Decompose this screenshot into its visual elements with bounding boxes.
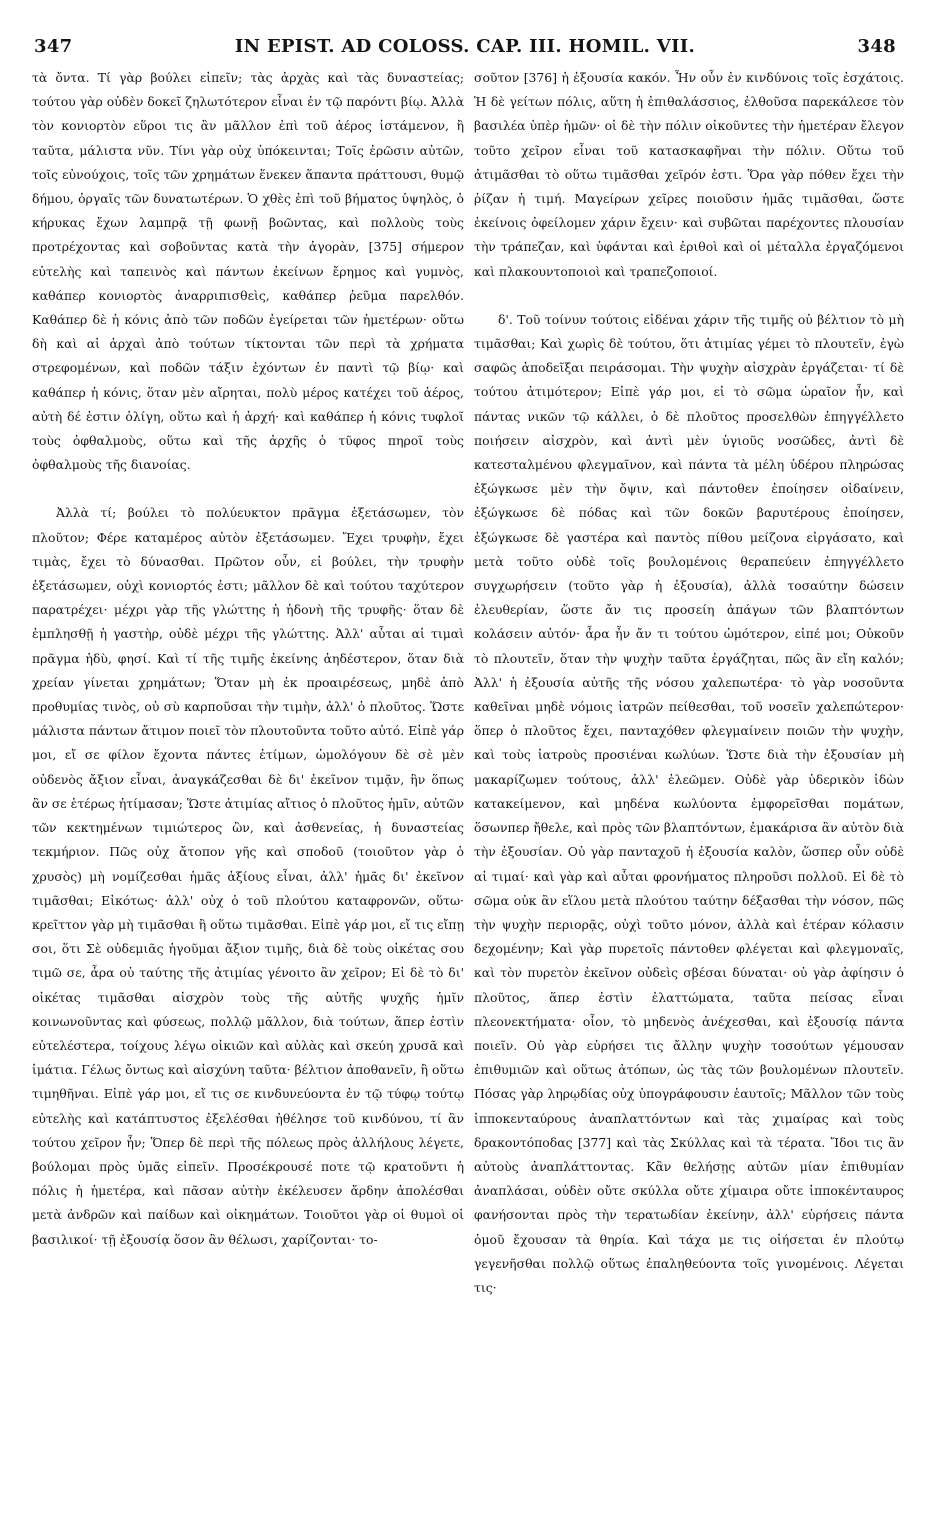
paragraph: δ'. Τοῦ τοίνυν τούτοις εἰδέναι χάριν τῆς τιμῆς οὐ βέλτιον τὸ μὴ τιμᾶσθαι; Καὶ χωρὶς δὲ τούτου, ὅτι ἀτιμίας γέμει τὸ πλουτεῖν, ἐγὼ σαφῶς ἀποδεῖξαι πειράσομαι. Τὴν ψυχὴν αἰσχρὰν ἐργάζεται· τί δὲ τούτου ἀτιμότερον; Εἰπὲ γάρ μοι, εἰ τὸ σῶμα ὡραῖον ἦν, καὶ πάντας νικῶν τῷ κάλλει, ὁ δὲ πλοῦτος προσελθὼν ἐπηγγέλλετο ποιήσειν αἰσχρὸν, καὶ ἀντὶ μὲν ὑγιοῦς νοσῶδες, ἀντὶ δὲ κατεσταλμένου φλεγμαῖνον, καὶ πάντα τὰ μέλη ὑδέρου πληρώσας ἐξώγκωσε μὲν τὴν ὄψιν, καὶ πάντοθεν ἐποίησεν οἰδαίνειν, ἐξώγκωσε δὲ πόδας καὶ τῶν δοκῶν βαρυτέρους ἐποίησεν, ἐξώγκωσε δὲ γαστέρα καὶ παντὸς πίθου μείζονα εἰργάσατο, καὶ μετὰ τοῦτο οὐδὲ τοῖς βουλομένοις θεραπεύειν ἐπηγγέλλετο συγχωρήσειν (τοῦτο γὰρ ἡ ἐξουσία), ἀλλὰ τοσαύτην δώσειν ἐλευθερίαν, ὥστε ἄν τις προσείη ἀπάγων τῶν βλαπτόντων κολάσειν αὐτόν· ἆρα ἦν ἄν τι τούτου ὠμότερον, εἰπέ μοι; Οὐκοῦν τὸ πλουτεῖν, ὅταν τὴν ψυχὴν ταῦτα ἐργάζηται, πῶς ἂν εἴη καλόν; Ἀλλ' ἡ ἐξουσία αὐτῆς τῆς νόσου χαλεπωτέρα· τὸ γὰρ νοσοῦντα καθεῖναι μηδὲ νόμοις ἰατρῶν πείθεσθαι, τοῦ νοσεῖν χαλεπώτερον· ὅπερ ὁ πλοῦτος ἔχει, πανταχόθεν φλεγμαίνειν ποιῶν τὴν ψυχὴν, καὶ τοὺς ἰατροὺς προσιέναι κωλύων. Ὥστε διὰ τὴν ἐξουσίαν μὴ μακαρίζωμεν τούτους, ἀλλ' ἐλεῶμεν. Οὐδὲ γὰρ ὑδερικὸν ἰδὼν κατακείμενον, καὶ μηδένα κωλύοντα ἐμφορεῖσθαι πομάτων, ὅσωνπερ ἤθελε, καὶ πρὸς τῶν βλαπτόντων, ἐμακάρισα ἂν αὐτὸν διὰ τὴν ἐξουσίαν. Οὐ γὰρ πανταχοῦ ἡ ἐξουσία καλὸν, ὥσπερ οὖν οὐδὲ αἱ τιμαί· καὶ γὰρ καὶ αὗται φρονήματος πληροῦσι πολλοῦ. Εἰ δὲ τὸ σῶμα οὐκ ἂν εἵλου μετὰ πλούτου ταύτην δέξασθαι τὴν νόσον, πῶς τὴν ψυχὴν περιορᾷς, οὐχὶ τοῦτο μόνον, ἀλλὰ καὶ ἑτέραν κόλασιν δεχομένην; Καὶ γὰρ πυρετοῖς πάντοθεν φλέγεται καὶ φλεγμοναῖς, καὶ τὸν πυρετὸν ἐκεῖνον οὐδεὶς σβέσαι δύναται· οὐ γὰρ ἀφίησιν ὁ πλοῦτος, ἅπερ ἐστὶν ἐλαττώματα, ταῦτα πείσας εἶναι πλεονεκτήματα· οἷον, τὸ μηδενὸς ἀνέχεσθαι, καὶ ἐξουσίᾳ πάντα ποιεῖν. Οὐ γὰρ εὑρήσει τις ἄλλην ψυχὴν τοσούτων γέμουσαν ἐπιθυμιῶν καὶ οὕτως ἀτόπων, ὡς τὰς τῶν βουλομένων πλουτεῖν. Πόσας γὰρ ληρῳδίας οὐχ ὑπογράφουσιν ἑαυτοῖς; Μᾶλλον τῶν τοὺς ἱπποκενταύρους ἀναπλαττόντων καὶ τὰς χιμαίρας καὶ τοὺς δρακοντόποδας [377] καὶ τὰς Σκύλλας καὶ τὰ τέρατα. Ἴδοι τις ἂν αὐτοὺς ἀναπλάττοντας. Κἂν θελήσῃς αὐτῶν μίαν ἐπιθυμίαν ἀναπλάσαι, οὐδὲν οὔτε σκύλλα οὔτε χίμαιρα οὔτε ἱπποκένταυρος φανήσονται πρὸς τὴν τερατωδίαν ἐκείνην, ἀλλ' εὑρήσεις πάντα ὁμοῦ ἔχουσαν τὰ θηρία. Καὶ τάχα με τις οἰήσεται ἐν πλούτῳ γεγενῆσθαι πολλῷ οὕτως ἐπαληθεύοντα τοῖς γινομένοις. Λέγεται τις· xyxy=(474,311,904,1295)
right-column xyxy=(474,66,904,1300)
running-title: IN EPIST. AD COLOSS. CAP. III. HOMIL. VII. xyxy=(234,36,696,57)
page-header xyxy=(34,36,896,60)
paragraph: σοῦτον [376] ἡ ἐξουσία κακόν. Ἦν οὖν ἐν κινδύνοις τοῖς ἐσχάτοις. Ἡ δὲ γείτων πόλις, αὕτη ἡ ἐπιθαλάσσιος, ἐλθοῦσα παρεκάλεσε τὸν βασιλέα ὑπὲρ ἡμῶν· οἱ δὲ τὴν πόλιν οἰκοῦντες τὴν ἡμετέραν ἔλεγον τοῦτο χεῖρον εἶναι τοῦ κατασκαφῆναι τὴν πόλιν. Οὕτω τοῦ ἀτιμᾶσθαι τὸ οὕτω τιμᾶσθαι χεῖρόν ἐστι. Ὅρα γὰρ πόθεν ἔχει τὴν ῥίζαν ἡ τιμή. Μαγείρων χεῖρες ποιοῦσιν ἡμᾶς τιμᾶσθαι, ὥστε ἐκείνοις ὀφείλομεν χάριν ἔχειν· καὶ συβῶται παρέχοντες πλουσίαν τὴν τράπεζαν, καὶ ὑφάνται καὶ ἐριθοὶ καὶ οἱ μέταλλα ἐργαζόμενοι καὶ πλακουντοποιοὶ καὶ τραπεζοποιοί. xyxy=(474,70,904,279)
left-column xyxy=(32,66,464,1252)
page-number-left: 347 xyxy=(34,36,73,57)
paragraph: Ἀλλὰ τί; βούλει τὸ πολύευκτον πρᾶγμα ἐξετάσωμεν, τὸν πλοῦτον; Φέρε καταμέρος αὐτὸν ἐξετάσωμεν. Ἔχει τρυφὴν, ἔχει τιμὰς, ἔχει τὸ δύνασθαι. Πρῶτον οὖν, εἰ βούλει, τὴν τρυφὴν ἐξετάσωμεν, οὐχὶ κονιορτός ἐστι; μᾶλλον δὲ καὶ τούτου ταχύτερον παρατρέχει· μέχρι γὰρ τῆς γλώττης ἡ ἡδονὴ τῆς τρυφῆς· ὅταν δὲ ἐμπλησθῇ ἡ γαστὴρ, οὐδὲ μέχρι τῆς γλώττης. Ἀλλ' αὗται αἱ τιμαὶ πρᾶγμα ἡδὺ, φησί. Καὶ τί τῆς τιμῆς ἐκείνης ἀηδέστερον, ὅταν διὰ χρείαν γίνεται χρημάτων; Ὅταν μὴ ἐκ προαιρέσεως, μηδὲ ἀπὸ προθυμίας τινὸς, οὐ σὺ καρποῦσαι τὴν τιμὴν, ἀλλ' ὁ πλοῦτος. Ὥστε μάλιστα πάντων ἄτιμον ποιεῖ τὸν πλουτοῦντα τοῦτο αὐτό. Εἰπὲ γάρ μοι, εἴ σε φίλον ἔχοντα πάντες ἐτίμων, ὡμολόγουν δὲ σὲ μὲν οὐδενὸς ἄξιον εἶναι, ἀναγκάζεσθαι δὲ δι' ἐκεῖνον τιμᾷν, ἣν ὅπως ἂν σε ἑτέρως ἠτίμασαν; Ὥστε ἀτιμίας αἴτιος ὁ πλοῦτος ἡμῖν, αὐτῶν τῶν κεκτημένων τιμιώτερος ὢν, καὶ ἀσθενείας, ἡ δυναστείας τεκμήριον. Πῶς οὐχ ἄτοπον γῆς καὶ σποδοῦ (τοιοῦτον γὰρ ὁ χρυσὸς) μὴ νομίζεσθαι ἡμᾶς ἀξίους εἶναι, ἀλλ' ἡμᾶς δι' ἐκεῖνον τιμᾶσθαι; Εἰκότως· ἀλλ' οὐχ ὁ τοῦ πλούτου καταφρονῶν, οὕτω· κρεῖττον γὰρ μὴ τιμᾶσθαι ἢ οὕτω τιμᾶσθαι. Εἰπὲ γάρ μοι, εἴ τις εἴπῃ σοι, ὅτι Σὲ οὐδεμιᾶς ἡγοῦμαι ἄξιον τιμῆς, διὰ δὲ τοὺς οἰκέτας σου τιμῶ σε, ἆρα οὐ ταύτης τῆς ἀτιμίας γένοιτο ἂν χεῖρον; Εἰ δὲ τὸ δι' οἰκέτας τιμᾶσθαι αἰσχρὸν τοὺς τῆς αὐτῆς ψυχῆς ἡμῖν κοινωνοῦντας καὶ φύσεως, πολλῷ μᾶλλον, διὰ τούτων, ἅπερ ἐστὶν εὐτελέστερα, τοίχους λέγω οἰκιῶν καὶ αὐλὰς καὶ σκεύη χρυσᾶ καὶ ἱμάτια. Γέλως ὄντως καὶ αἰσχύνη ταῦτα· βέλτιον ἀποθανεῖν, ἢ οὕτω τιμηθῆναι. Εἰπὲ γάρ μοι, εἴ τις σε κινδυνεύοντα ἐν τῷ τύφῳ τούτῳ εὐτελὴς καὶ κατάπτυστος ἐξελέσθαι ἠθέλησε τοῦ κινδύνου, τί ἂν τούτου χεῖρον ἦν; Ὅπερ δὲ περὶ τῆς πόλεως πρὸς ἀλλήλους λέγετε, βούλομαι πρὸς ὑμᾶς εἰπεῖν. Προσέκρουσέ ποτε τῷ κρατοῦντι ἡ πόλις ἡ ἡμετέρα, καὶ πᾶσαν αὐτὴν ἐκέλευσεν ἄρδην ἀπολέσθαι μετὰ ἀνδρῶν καὶ παίδων καὶ οἰκημάτων. Τοιοῦτοι γὰρ οἱ θυμοὶ οἱ βασιλικοί· τῇ ἐξουσίᾳ ὅσον ἂν θέλωσι, χαρίζονται· το- xyxy=(32,505,464,1247)
paragraph: τὰ ὄντα. Τί γὰρ βούλει εἰπεῖν; τὰς ἀρχὰς καὶ τὰς δυναστείας; τούτου γὰρ οὐδὲν δοκεῖ ζηλωτότερον εἶναι ἐν τῷ παρόντι βίῳ. Ἀλλὰ τὸν κονιορτὸν εὕροι τις ἂν μᾶλλον ἐπὶ τοῦ ἀέρος ἱστάμενον, ἢ ταῦτα, μάλιστα νῦν. Τίνι γὰρ οὐχ ὑπόκεινται; Τοῖς ἐρῶσιν αὐτῶν, τοῖς εὐνούχοις, τοῖς τῶν χρημάτων ἕνεκεν ἅπαντα πράττουσι, θυμῷ δήμου, ὀργαῖς τῶν δυνατωτέρων. Ὁ χθὲς ἐπὶ τοῦ βήματος ὑψηλὸς, ὁ κήρυκας ἔχων λαμπρᾷ τῇ φωνῇ βοῶντας, καὶ πολλοὺς τοὺς προτρέχοντας καὶ σοβοῦντας κατὰ τὴν ἀγορὰν, [375] σήμερον εὐτελὴς καὶ ταπεινὸς καὶ πάντων ἐκείνων ἔρημος καὶ γυμνὸς, καθάπερ κονιορτὸς ἀναρριπισθεὶς, καθάπερ ῥεῦμα παρελθόν. Καθάπερ δὲ ἡ κόνις ἀπὸ τῶν ποδῶν ἐγείρεται τῶν ἡμετέρων· οὕτω δὴ καὶ αἱ ἀρχαὶ ἀπὸ τούτων τίκτονται τῶν περὶ τὰ χρήματα στρεφομένων, καὶ ποδῶν τάξιν ἐχόντων ἐν παντὶ τῷ βίῳ· καὶ καθάπερ ἡ κόνις, ὅταν μὲν αἴρηται, πολὺ μέρος κατέχει τοῦ ἀέρος, αὐτὴ δέ ἐστιν ὀλίγη, οὕτω καὶ ἡ ἀρχή· καὶ καθάπερ ἡ κόνις τυφλοῖ τοὺς ὀφθαλμοὺς, οὕτω καὶ τῆς ἀρχῆς ὁ τῦφος πηροῖ τοὺς ὀφθαλμοὺς τῆς διανοίας. xyxy=(32,70,464,473)
page-number-right: 348 xyxy=(857,36,896,57)
